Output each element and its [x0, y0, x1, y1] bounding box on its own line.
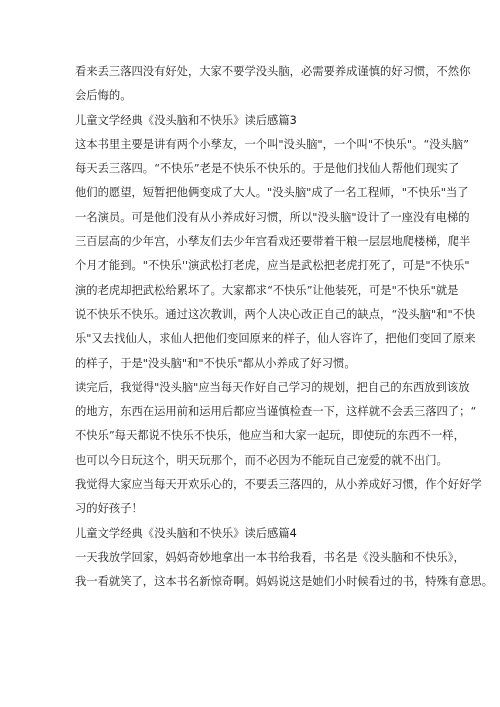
text-line: 儿童文学经典《没头脑和不快乐》读后感篇4: [75, 526, 297, 540]
text-line: 看来丢三落四没有好处，大家不要学没头脑，必需要养成谨慎的好习惯，不然你: [75, 65, 471, 78]
paragraph: [75, 376, 477, 473]
text-line: 的样子，于是"没头脑"和"不快乐"都从小养成了好习惯。: [75, 356, 356, 370]
text-line: 也可以今日玩这个，明天玩那个，而不必因为不能玩自己宠爱的就不出门。: [75, 453, 448, 467]
text-line: 演的老虎却把武松给累坏了。大家都求“不快乐”让他装死，可是"不快乐"就是: [75, 283, 459, 297]
text-line: 儿童文学经典《没头脑和不快乐》读后感篇3: [75, 113, 297, 127]
text-line: 我一看就笑了，这本书名新惊奇啊。妈妈说这是她们小时候看过的书，特殊有意思。: [75, 575, 493, 589]
text-line: 我觉得大家应当每天开欢乐心的，不要丢三落四的，从小养成好习惯，作个好好学: [75, 478, 482, 492]
document-page: [75, 60, 493, 595]
section-heading: [75, 109, 430, 133]
text-line: 读完后，我觉得"没头脑"应当每天作好自己学习的规划，把自己的东西放到该放: [75, 380, 470, 394]
paragraph: [75, 133, 476, 376]
text-line: 他们的愿望，短暂把他俩变成了大人。"没头脑"成了一名工程师，"不快乐"当了: [75, 186, 469, 200]
text-line: 说不快乐不快乐。通过这次教训，两个人决心改正自己的缺点，“没头脑"和"不快: [75, 307, 476, 321]
text-line: 习的好孩子！: [75, 502, 143, 516]
text-line: 不快乐”每天都说不快乐不快乐，他应当和大家一起玩，即使玩的东西不一样，: [75, 429, 465, 443]
text-line: 每天丢三落四。“不快乐”老是不快乐不快乐的。于是他们找仙人帮他们现实了: [75, 162, 460, 176]
text-line: 乐"又去找仙人，求仙人把他们变回原来的样子，仙人容许了，把他们变回了原来: [75, 332, 476, 346]
text-line: 的地方，东西在运用前和运用后都应当谨慎检查一下，这样就不会丢三落四了；“: [75, 405, 477, 419]
text-line: 一天我放学回家，妈妈奇妙地拿出一本书给我看，书名是《没头脑和不快乐》，: [75, 550, 465, 564]
text-line: 会后悔的。: [75, 89, 132, 103]
section-heading: [75, 522, 430, 546]
text-line: 一名演员。可是他们没有从小养成好习惯，所以"没头脑"设计了一座没有电梯的: [75, 210, 470, 224]
text-line: 这本书里主要是讲有两个小孳友，一个叫"没头脑"，一个叫"不快乐"。“没头脑”: [75, 137, 469, 151]
paragraph: [75, 473, 482, 522]
paragraph: [75, 546, 493, 595]
text-line: 个月才能到。"不快乐''演武松打老虎，应当是武松把老虎打死了，可是"不快乐": [75, 259, 470, 273]
paragraph: [75, 60, 471, 109]
text-line: 三百层高的少年宫，小孳友们去少年宫看戏还要带着干粮一层层地爬楼梯，爬半: [75, 235, 471, 249]
